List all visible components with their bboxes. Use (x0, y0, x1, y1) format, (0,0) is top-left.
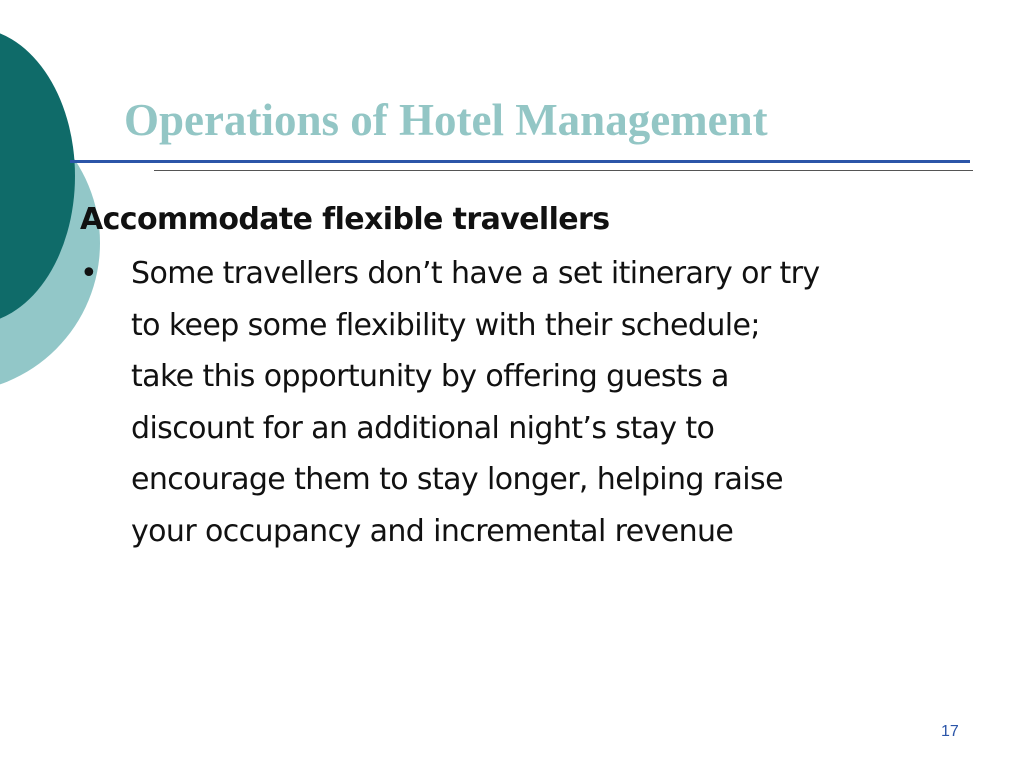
slide-title: Operations of Hotel Management (124, 95, 768, 145)
slide-body (80, 197, 960, 557)
section-heading: Accommodate flexible travellers (80, 202, 610, 237)
title-divider (154, 170, 973, 171)
bullet-item (80, 248, 960, 557)
bullet-text: Some travellers don’t have a set itinerary or try to keep some flexibility with their schedule; take this opportunity by offering guests a discount for an additional night’s stay to encourage them to stay longer, helping raise your occupancy and incremental revenue (131, 256, 820, 549)
title-underline (70, 160, 970, 163)
bullet-icon: • (80, 256, 98, 291)
page-number: 17 (941, 723, 959, 740)
